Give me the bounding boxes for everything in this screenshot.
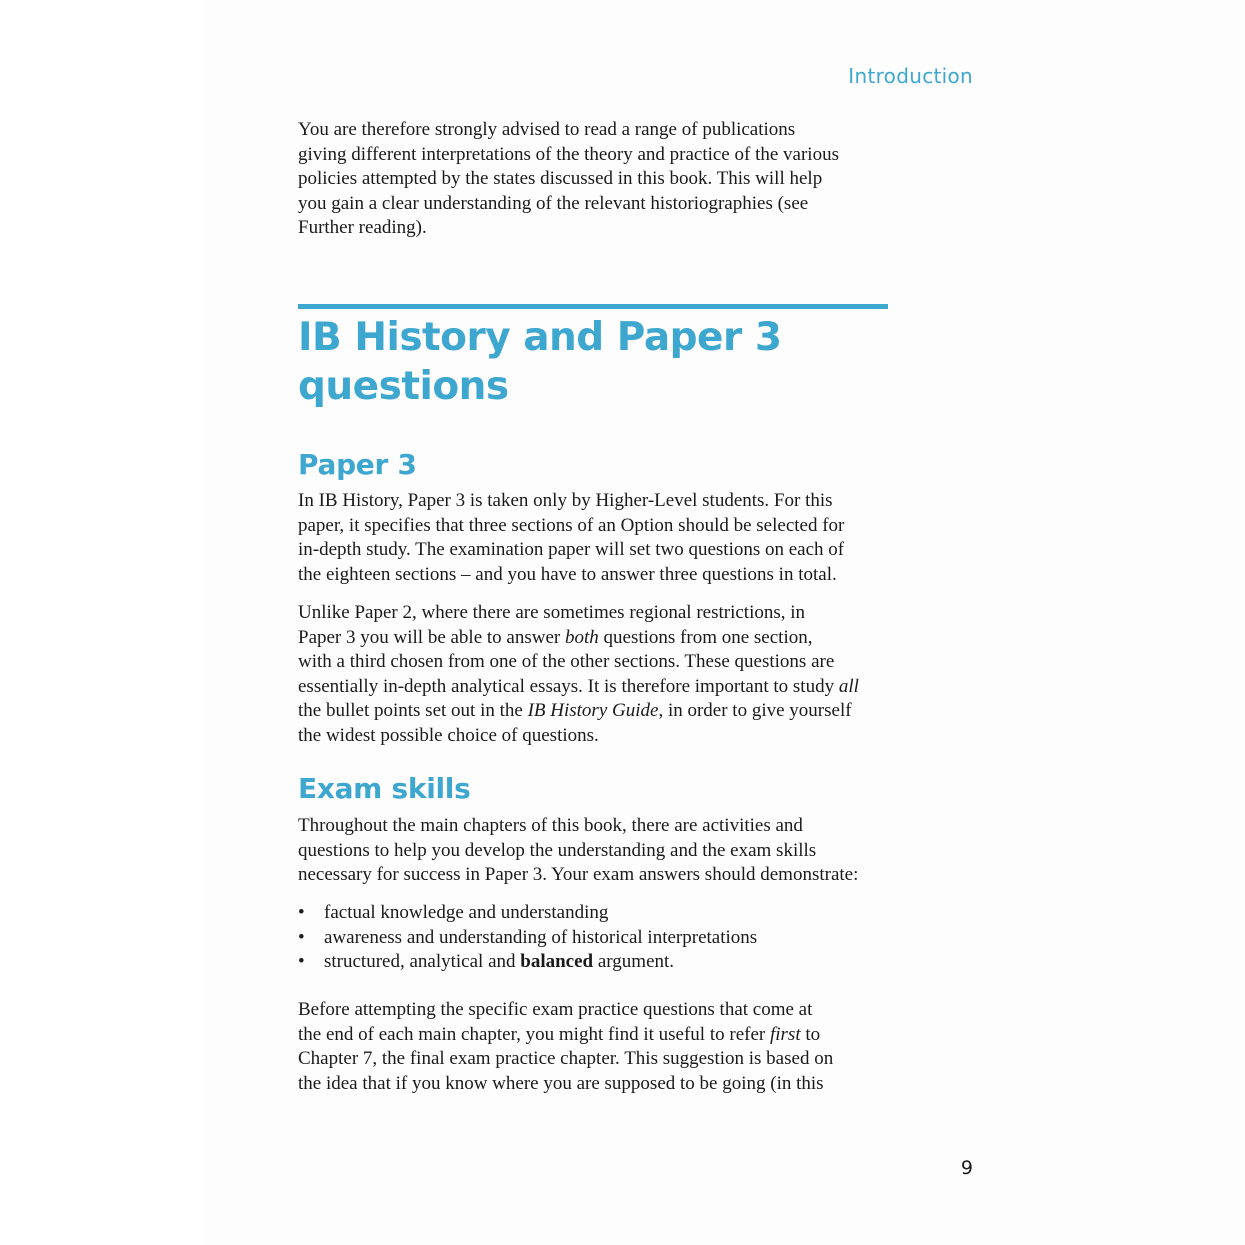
section-rule bbox=[298, 304, 888, 309]
text-line: the idea that if you know where you are supposed to be going (in this bbox=[298, 1072, 824, 1094]
text-line: paper, it specifies that three sections of an Option should be selected for bbox=[298, 514, 845, 536]
text-line: In IB History, Paper 3 is taken only by Higher-Level students. For this bbox=[298, 490, 833, 511]
strong-text: balanced bbox=[520, 951, 594, 972]
bullet-icon: • bbox=[298, 951, 305, 972]
text-line: Unlike Paper 2, where there are sometimes regional restrictions, in bbox=[298, 602, 806, 623]
bullet-icon: • bbox=[298, 902, 305, 923]
section-title bbox=[298, 313, 781, 411]
text-line: the eighteen sections – and you have to answer three questions in total. bbox=[298, 563, 837, 585]
text-run: , in order to give yourself bbox=[658, 700, 852, 721]
intro-paragraph bbox=[298, 118, 898, 241]
emphasis-text: first bbox=[769, 1023, 801, 1045]
exam-skills-list bbox=[298, 901, 898, 975]
text-line: Further reading). bbox=[298, 217, 427, 238]
text-line bbox=[298, 675, 898, 700]
text-line: necessary for success in Paper 3. Your exam answers should demonstrate: bbox=[298, 864, 859, 885]
page-number: 9 bbox=[960, 1157, 973, 1179]
text-line bbox=[298, 1023, 898, 1048]
paper3-paragraph-1 bbox=[298, 489, 898, 587]
text-line: policies attempted by the states discussed in this book. This will help bbox=[298, 168, 823, 189]
text-run: structured, analytical and bbox=[324, 951, 521, 972]
text-line: you gain a clear understanding of the relevant historiographies (see bbox=[298, 192, 809, 214]
text-run: questions from one section, bbox=[598, 626, 813, 648]
list-item-text: factual knowledge and understanding bbox=[324, 902, 609, 923]
emphasis-text: both bbox=[564, 626, 599, 648]
text-line: giving different interpretations of the theory and practice of the various bbox=[298, 143, 839, 165]
text-line: in-depth study. The examination paper will set two questions on each of bbox=[298, 539, 845, 560]
exam-skills-paragraph-2 bbox=[298, 998, 898, 1096]
text-run: the end of each main chapter, you might find it useful to refer bbox=[298, 1023, 770, 1045]
text-line: with a third chosen from one of the other sections. These questions are bbox=[298, 651, 835, 672]
exam-skills-heading: Exam skills bbox=[298, 772, 471, 805]
text-line: Before attempting the specific exam practice questions that come at bbox=[298, 999, 813, 1020]
text-line: Throughout the main chapters of this book, there are activities and bbox=[298, 815, 803, 836]
text-line: questions to help you develop the understanding and the exam skills bbox=[298, 839, 817, 861]
text-line bbox=[298, 699, 898, 724]
text-run: essentially in-depth analytical essays. It is therefore important to study bbox=[298, 675, 839, 697]
text-run: the bullet points set out in the bbox=[298, 700, 528, 721]
emphasis-text: IB History Guide bbox=[527, 700, 659, 721]
running-head: Introduction bbox=[848, 64, 973, 88]
list-item-text: awareness and understanding of historical interpretations bbox=[324, 926, 758, 948]
text-line bbox=[298, 626, 898, 651]
bullet-icon: • bbox=[298, 926, 305, 948]
list-item bbox=[298, 950, 898, 975]
exam-skills-paragraph-1 bbox=[298, 814, 898, 888]
list-item bbox=[298, 926, 898, 951]
text-line: You are therefore strongly advised to read a range of publications bbox=[298, 119, 796, 140]
section-title-line: questions bbox=[298, 364, 509, 409]
paper3-heading: Paper 3 bbox=[298, 448, 417, 481]
list-item bbox=[298, 901, 898, 926]
section-title-line: IB History and Paper 3 bbox=[298, 315, 782, 360]
emphasis-text: all bbox=[838, 675, 859, 697]
paper3-paragraph-2 bbox=[298, 601, 898, 748]
text-run: to bbox=[800, 1023, 821, 1045]
text-run: Paper 3 you will be able to answer bbox=[298, 626, 565, 648]
text-run: argument. bbox=[593, 951, 675, 972]
text-line: Chapter 7, the final exam practice chapter. This suggestion is based on bbox=[298, 1048, 834, 1069]
text-line: the widest possible choice of questions. bbox=[298, 724, 599, 746]
